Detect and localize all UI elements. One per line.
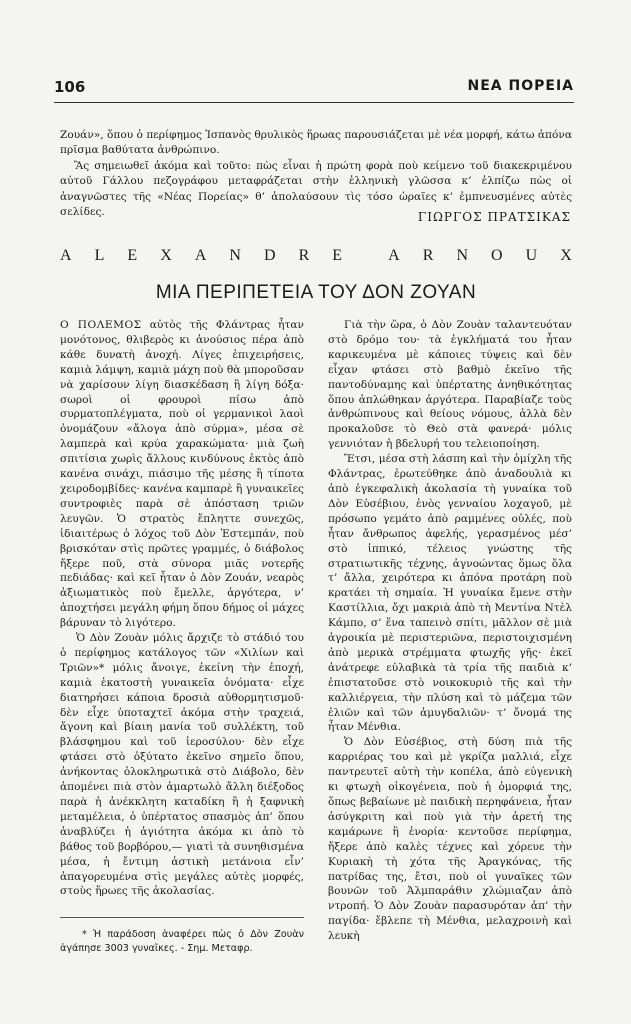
story-title: ΜΙΑ ΠΕΡΙΠΕΤΕΙΑ ΤΟΥ ΔΟΝ ΖΟΥΑΝ: [155, 282, 477, 303]
author-letter: E: [127, 247, 138, 264]
translator-signature: ΓΙΩΡΓΟΣ ΠΡΑΤΣΙΚΑΣ: [417, 210, 571, 224]
author-letter: X: [160, 247, 172, 264]
right-column: [328, 318, 572, 944]
author-letter: L: [94, 247, 105, 264]
opening-caps: Ο ΠΟΛΕΜΟΣ: [60, 319, 142, 331]
author-letter: N: [456, 247, 468, 264]
translator-note: [60, 128, 572, 220]
author-letter: U: [525, 247, 538, 264]
author-letter: A: [194, 247, 207, 264]
author-letter: X: [560, 247, 572, 264]
footnote: * Ἡ παράδοση ἀναφέρει πὼς ὁ Δὸν Ζουὰν ἀγάπησε 3003 γυναῖκες. - Σημ. Μεταφρ.: [60, 929, 304, 954]
intro-paragraph-1: Ζουάν», ὅπου ὁ περίφημος Ἱσπανὸς θρυλικὸς ἥρωας παρουσιάζεται μὲ νέα μορφή, κάτω ἀπόνα πρῖσμα βαθύτατα ἀνθρώπινο.: [60, 129, 572, 157]
body-paragraph: Ὁ Δὸν Ζουὰν μόλις ἄρχιζε τὸ στάδιό του ὁ περίφημος κατάλογος τῶν «Χιλίων καὶ Τριῶν»* μόλις ἄνοιγε, ἐκείνη τὴν ἐποχή, καμιὰ ἑκατοστὴ γυναικεῖα ὀνόματα· εἶχε διατηρήσει κάποια δροσιὰ αὐθορμητισμοῦ· δὲν εἶχε ὑποταχτεῖ ἀκόμα στὴν τραχειά, ἄγονη καὶ βίαιη μανία τοῦ συλλέκτη, τοῦ βλάσφημου καὶ τοῦ ἱεροσύλου· δὲν εἶχε φτάσει στὸ ὀξύτατο ἐκεῖνο σημεῖο ὅπου, ἀνήκοντας ὁλοκληρωτικὰ στὸ Διάβολο, δὲν ἀπομένει πιὰ στὸν ἁμαρτωλὸ ἄλλη διέξοδος παρὰ ἡ ἀνέκκλητη καταδίκη ἢ ἡ ξαφνικὴ μεταμέλεια, ὁ ὑπέρτατος σπασμὸς ἀπ’ ὅπου ἀναβλύζει ἡ ἁγιότητα ἀκόμα κι ἀπὸ τὸ βάθος τοῦ βορβόρου,— γιατὶ τὰ συνηθισμένα μέσα, ἡ ἔντιμη ἀστικὴ μετάνοια εἶν’ ἀπαγορευμένα στὶς μεγάλες αὐτὲς μορφές, στοὺς ἥρωες τῆς ἀκολασίας.: [60, 632, 304, 898]
intro-paragraph-2: Ἂς σημειωθεῖ ἀκόμα καὶ τοῦτο: πὼς εἶναι ἡ πρώτη φορὰ ποὺ κείμενο τοῦ διακεκριμένου αὐτοῦ Γάλλου πεζογράφου μεταφράζεται στὴν ἑλληνικὴ γλῶσσα κ’ ἐλπίζω πὼς οἱ ἀναγνῶστες τῆς «Νέας Πορείας» θ’ ἀπολαύσουν τὶς τόσο ὡραῖες κ’ ἐμπνευσμένες αὐτὲς σελίδες.: [60, 159, 572, 219]
author-name: [60, 247, 572, 265]
author-letter: A: [60, 247, 72, 264]
author-letter: N: [229, 247, 241, 264]
body-paragraph: [60, 318, 304, 631]
journal-title: ΝΕΑ ΠΟΡΕΙΑ: [467, 78, 574, 94]
left-column: [60, 318, 304, 899]
author-letter: O: [491, 247, 503, 264]
body-paragraph: Ἔτσι, μέσα στὴ λάσπη καὶ τὴν ὁμίχλη τῆς Φλάντρας, ἐρωτεύθηκε ἀπὸ ἀναδουλιὰ κι ἀπὸ ἐγκεφαλικὴ ἀκολασία τὴ γυναίκα τοῦ Δὸν Εὐσέβιου, ἑνὸς γενναίου λοχαγοῦ, μὲ πρόσωπο γεμάτο ἀπὸ ραμμένες οὐλές, ποὺ ἦταν ἄνθρωπος ἀφελής, γερασμένος μέσ’ στὸ ἱππικό, τέλειος γνώστης τῆς στρατιωτικῆς τέχνης, ἀγνοώντας ὅμως ὅλα τ’ ἄλλα, χειρότερα κι ἀπόνα προτάρη ποὺ κρατάει τὴ σημαία. Ἡ γυναίκα ἔμενε στὴν Καστίλλια, ὄχι μακριὰ ἀπὸ τὴ Μεντίνα Ντὲλ Κάμπο, σ’ ἕνα ταπεινὸ σπίτι, μᾶλλον σὲ μιὰ ἀγροικία μὲ περιστεριῶνα, περιστοιχισμένη ἀπὸ μερικὰ στρέμματα φτωχῆς γῆς· ἐκεῖ ἀνάτρεφε εὐλαβικὰ τὰ τρία τῆς παιδιὰ κ’ ἐπιστατοῦσε στὸ νοικοκυριὸ τῆς καὶ τὴν καλλιέργεια, τὴν πλύση καὶ τὸ μάζεμα τῶν ἐλιῶν καὶ τῶν ἀμυγδαλιῶν· τ’ ὄνομά της ἦταν Μένθια.: [328, 453, 572, 734]
header-rule: [54, 102, 574, 103]
page-number: 106: [54, 78, 86, 96]
body-paragraph: Γιὰ τὴν ὥρα, ὁ Δὸν Ζουὰν ταλαντευόταν στὸ δρόμο του· τὰ ἐγκλήματά του ἦταν καρικευμένα μὲ κάποιες τύψεις καὶ δὲν εἶχαν φτάσει στὸ βαθμὸ ἐκεῖνο τῆς παντοδύναμης καὶ ὑπέρτατης ἀνηθικότητας ὅπου ἀπλώθηκαν ἀργότερα. Παραβίαζε τοὺς ἀνθρώπινους καὶ θείους νόμους, ἀλλὰ δὲν προκαλοῦσε τὸ Θεὸ στὰ φανερά· μόλις γεννιόταν ἡ βδελυρή του τελειοποίηση.: [328, 319, 572, 451]
page-header: [54, 78, 574, 98]
body-paragraph: Ὁ Δὸν Εὐσέβιος, στὴ δύση πιὰ τῆς καρριέρας του καὶ μὲ γκρίζα μαλλιά, εἶχε παντρευτεῖ αὐτὴ τὴν κοπέλα, ἀπὸ εὐγενικὴ κι φτωχὴ οἰκογένεια, ποὺ ἡ ὀμορφιά της, ὅπως βεβαίωνε μὲ παιδικὴ περηφάνεια, ἦταν ἀσύγκριτη καὶ ποὺ γιὰ τὴν ἀρετή της καμάρωνε ἢ ἐνορία· κεντοῦσε περίφημα, ἤξερε ἀπὸ καλὲς τέχνες καὶ χόρευε τὴν Κυριακὴ τὴ χότα τῆς Ἀραγκόνας, τῆς πατρίδας της, ἔτσι, ποὺ οἱ γυναῖκες τῶν βουνῶν τοῦ Ἀλμπαράθιν χλώμιαζαν ἀπὸ ντροπή. Ὁ Δὸν Ζουὰν παρασυρόταν ἀπ’ τὴν παγίδα· ἔβλεπε τὴ Μένθια, μελαχροινὴ καὶ λευκὴ: [328, 736, 572, 943]
paragraph-text: αὐτὸς τῆς Φλάντρας ἦταν μονότονος, θλιβερὸς κι ἀνούσιος πέρα ἀπὸ κάθε δυνατὴ ἀνοχή. Λίγες ἐπιχειρήσεις, καμιὰ λάμψη, καμιὰ μάχη ποὺ θὰ μποροῦσαν νὰ χαρίσουν λίγη διασκέδαση ἢ λίγη δόξα· σωροὶ οἱ φρουροὶ πίσω ἀπὸ συρματοπλέγματα, ποὺ οἱ γερμανικοὶ λαοὶ ὀνομάζουν «ἄλογα ἀπὸ σύρμα», μέσα σὲ λαμπερὰ καὶ κρύα χαρακώματα· μιὰ ζωὴ σπιτίσια χωρὶς ἄλλους κινδύνους ἐκτὸς ἀπὸ κανένα σινάχι, πιάσιμο τῆς μέσης ἢ τίποτα χειροδομβίδες· κανένα καμπαρὲ ἢ γυναικεῖες συντροφιὲς παρὰ σὲ ἀπόσταση τριῶν λευγῶν. Ὁ στρατὸς ἔπληττε συνεχῶς, ἰδιαιτέρως ὁ λόχος τοῦ Δὸν Ἐστεμπάν, ποὺ βρισκόταν στὶς πρῶτες γραμμές, ὁ διάβολος ἤξερε ποῦ, στὰ σύνορα μιᾶς νοτερῆς πεδιάδας· καὶ κεῖ ἦταν ὁ Δὸν Ζουάν, νεαρὸς ἀξιωματικὸς ποὺ ἔμελλε, ἀργότερα, ν’ ἀποχτήσει μεγάλη φήμη ὅπου δήμος οἱ μάχες βάρυναν τὸ λιγότερο.: [60, 319, 304, 630]
author-letter: A: [388, 247, 400, 264]
author-letter: D: [264, 247, 276, 264]
author-letter: R: [422, 247, 434, 264]
footnote-rule: [60, 917, 304, 918]
author-letter: E: [332, 247, 343, 264]
author-letter: R: [298, 247, 310, 264]
